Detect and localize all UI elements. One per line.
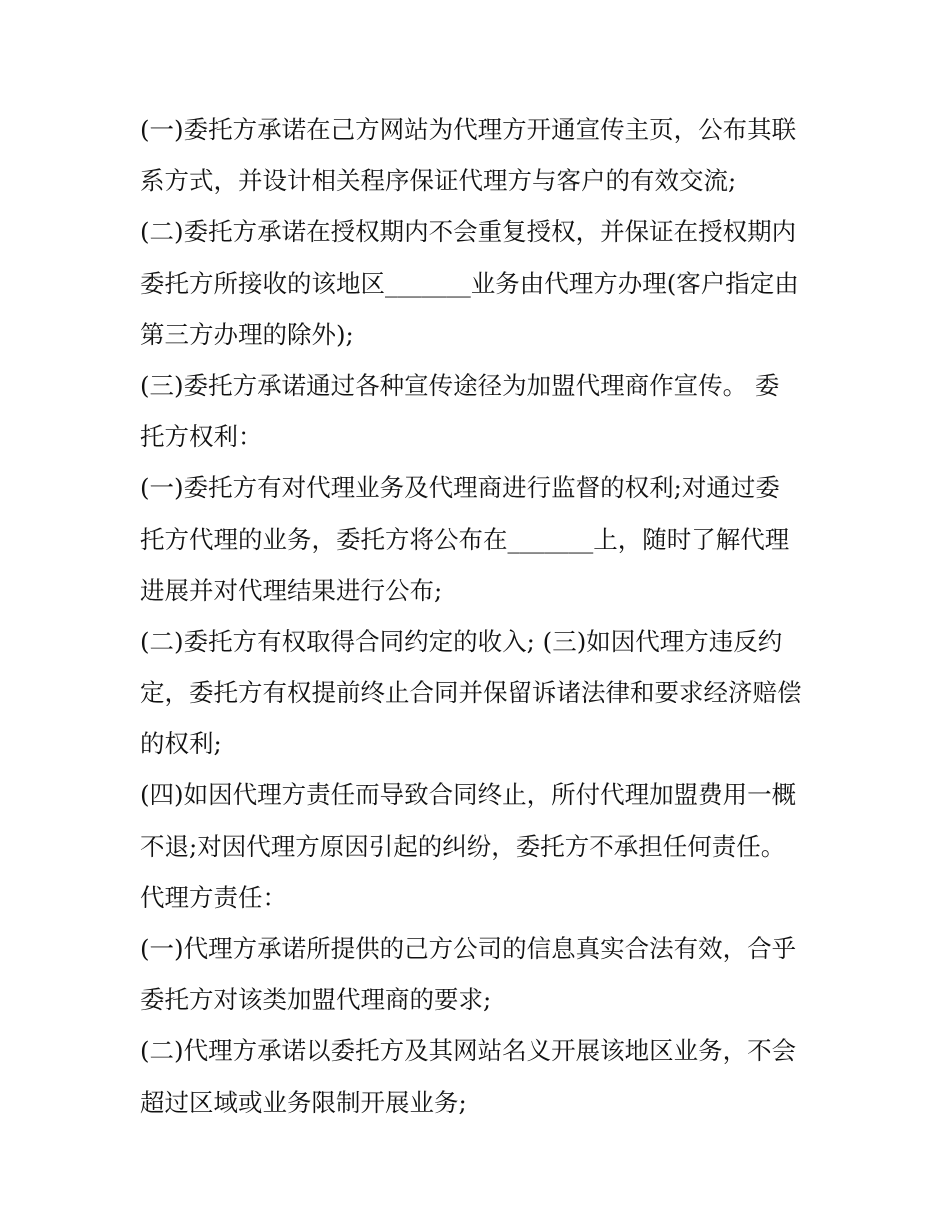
text-line: 不退;对因代理方原因引起的纠纷，委托方不承担任何责任。 [140,831,786,861]
document-body [140,104,812,1128]
text-line: (二)代理方承诺以委托方及其网站名义开展该地区业务，不会 [140,1036,797,1066]
section-heading: 托方权利： [140,422,263,452]
text-line: (一)委托方有对代理业务及代理商进行监督的权利;对通过委 [140,473,780,503]
text-line: (二)委托方承诺在授权期内不会重复授权，并保证在授权期内 [140,217,797,247]
text-line: 进展并对代理结果进行公布; [140,575,443,605]
text-line: 系方式，并设计相关程序保证代理方与客户的有效交流; [140,166,737,196]
text-line: (四)如因代理方责任而导致合同终止，所付代理加盟费用一概 [140,780,797,810]
text-line: 的权利; [140,729,222,759]
text-line: 超过区域或业务限制开展业务; [140,1087,467,1117]
text-line: (一)代理方承诺所提供的己方公司的信息真实合法有效，合乎 [140,934,797,963]
text-line: 委托方对该类加盟代理商的要求; [140,985,492,1015]
text-line: (一)委托方承诺在己方网站为代理方开通宣传主页，公布其联 [140,115,797,144]
text-line: 第三方办理的除外); [140,319,354,349]
text-line: 定，委托方有权提前终止合同并保留诉诸法律和要求经济赔偿 [140,678,802,708]
text-line: 委托方所接收的该地区_______业务由代理方办理(客户指定由 [140,268,799,298]
section-heading: 代理方责任： [140,882,287,912]
text-line: (二)委托方有权取得合同约定的收入; (三)如因代理方违反约 [140,626,783,656]
text-line: 托方代理的业务，委托方将公布在_______上，随时了解代理 [140,524,790,554]
text-line: (三)委托方承诺通过各种宣传途径为加盟代理商作宣传。 委 [140,370,780,400]
